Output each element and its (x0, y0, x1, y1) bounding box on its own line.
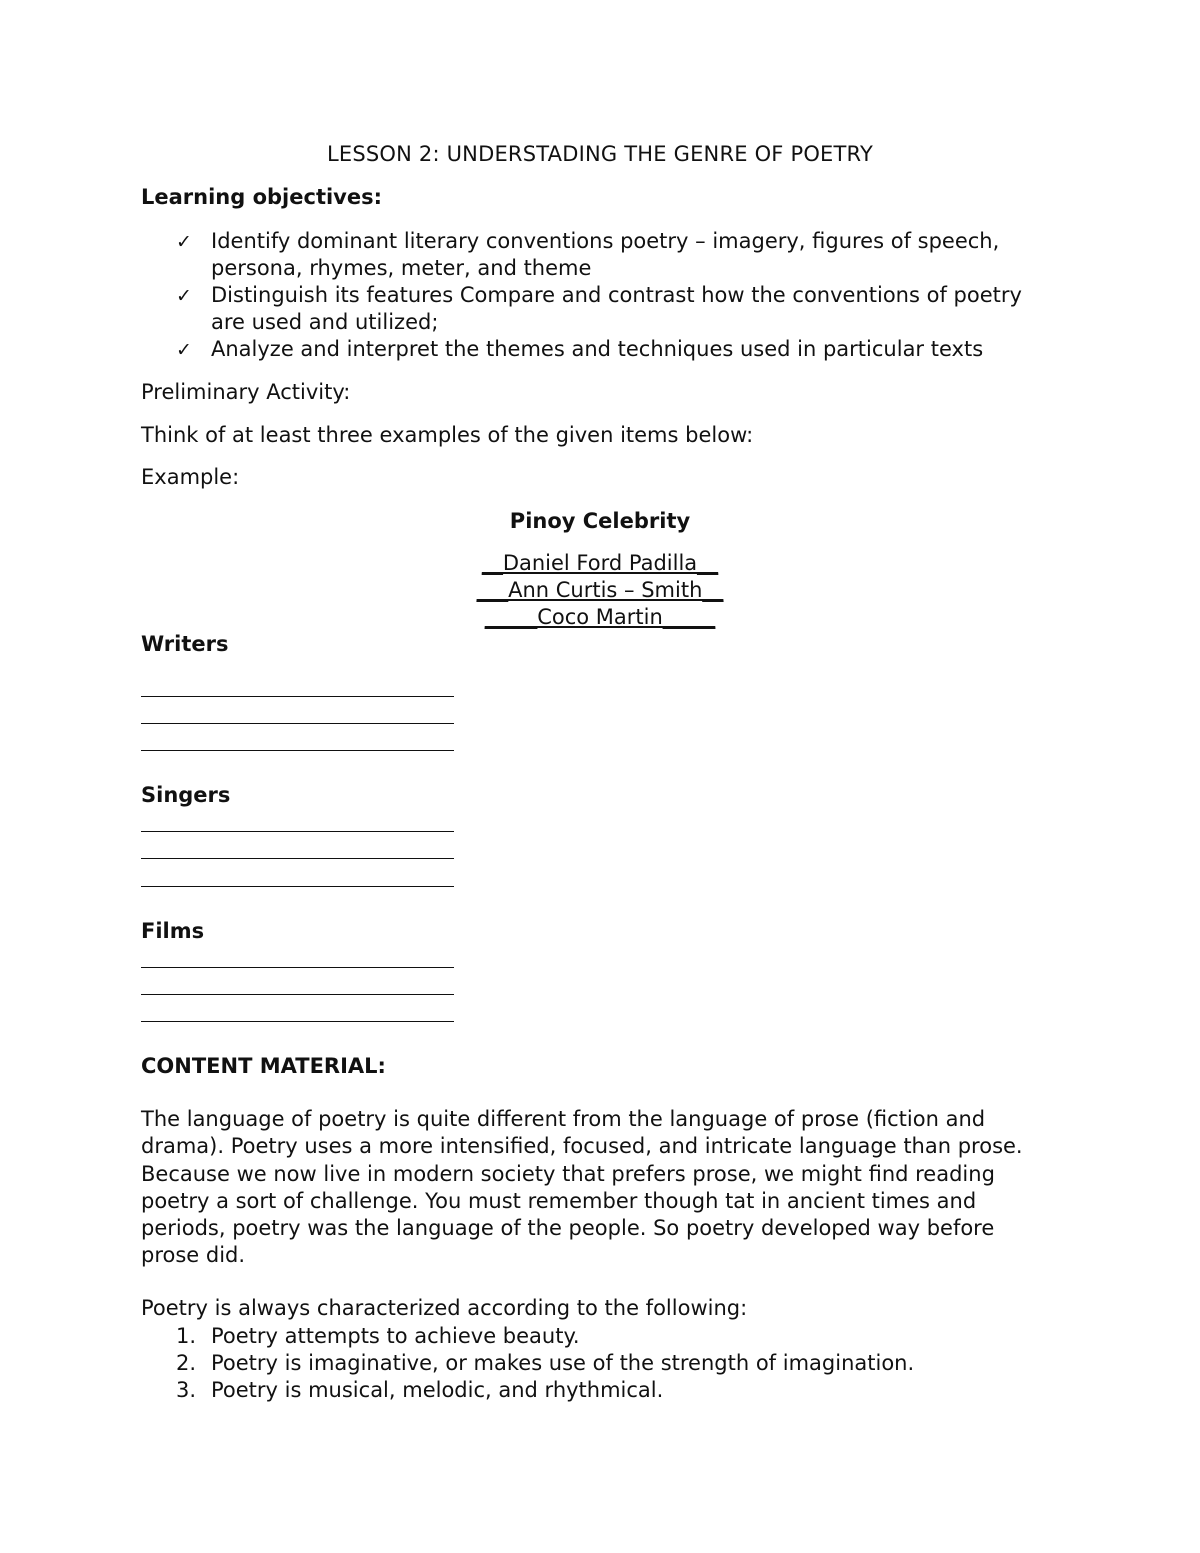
example-category: Pinoy Celebrity (509, 509, 691, 533)
category-label-singers: Singers (141, 783, 231, 807)
paragraph-line: The language of poetry is quite different from the language of prose (fiction and (141, 1107, 986, 1131)
paragraph-line: drama). Poetry uses a more intensified, focused, and intricate language than prose. (141, 1134, 1023, 1158)
paragraph-line: Because we now live in modern society that prefers prose, we might find reading (141, 1162, 995, 1186)
objective-item (176, 336, 983, 364)
lesson-title: LESSON 2: UNDERSTADING THE GENRE OF POETRY (326, 142, 874, 166)
list-item (176, 1323, 580, 1350)
example-label: Example: (141, 465, 240, 489)
answer-line[interactable] (141, 886, 454, 887)
list-item (176, 1377, 663, 1404)
example-item: ___Ann Curtis – Smith__ (476, 578, 724, 602)
answer-line[interactable] (141, 750, 454, 751)
paragraph-line: poetry a sort of challenge. You must remember though tat in ancient times and (141, 1189, 977, 1213)
objective-text: Identify dominant literary conventions poetry – imagery, figures of speech, (211, 229, 1000, 253)
answer-line[interactable] (141, 858, 454, 859)
checkmark-icon: ✓ (176, 231, 192, 253)
preliminary-heading: Preliminary Activity: (141, 380, 351, 404)
list-number: 3. (176, 1378, 197, 1402)
objective-text-continued: persona, rhymes, meter, and theme (211, 256, 592, 280)
list-text: Poetry is musical, melodic, and rhythmical. (211, 1378, 664, 1402)
answer-line[interactable] (141, 994, 454, 995)
category-label-writers: Writers (141, 632, 229, 656)
answer-line[interactable] (141, 1021, 454, 1022)
list-text: Poetry attempts to achieve beauty. (211, 1324, 580, 1348)
answer-line[interactable] (141, 696, 454, 697)
category-label-films: Films (141, 919, 205, 943)
list-text: Poetry is imaginative, or makes use of the strength of imagination. (211, 1351, 915, 1375)
instruction-text: Think of at least three examples of the given items below: (141, 423, 754, 447)
objectives-heading: Learning objectives: (141, 185, 383, 209)
objective-text: Analyze and interpret the themes and techniques used in particular texts (211, 337, 984, 361)
list-number: 1. (176, 1324, 197, 1348)
content-heading: CONTENT MATERIAL: (141, 1054, 386, 1078)
checkmark-icon: ✓ (176, 285, 192, 307)
objective-item (176, 228, 999, 256)
list-number: 2. (176, 1351, 197, 1375)
example-item: _____Coco Martin_____ (484, 605, 716, 629)
answer-line[interactable] (141, 831, 454, 832)
paragraph-line: periods, poetry was the language of the people. So poetry developed way before (141, 1216, 995, 1240)
answer-line[interactable] (141, 967, 454, 968)
answer-line[interactable] (141, 723, 454, 724)
objective-text: Distinguish its features Compare and contrast how the conventions of poetry (211, 283, 1022, 307)
objective-item (176, 282, 1022, 310)
paragraph-line: prose did. (141, 1243, 246, 1267)
list-item (176, 1350, 914, 1377)
objective-text-continued: are used and utilized; (211, 310, 439, 334)
characteristics-intro: Poetry is always characterized according to the following: (141, 1296, 748, 1320)
checkmark-icon: ✓ (176, 339, 192, 361)
example-item: __Daniel Ford Padilla__ (481, 551, 719, 575)
